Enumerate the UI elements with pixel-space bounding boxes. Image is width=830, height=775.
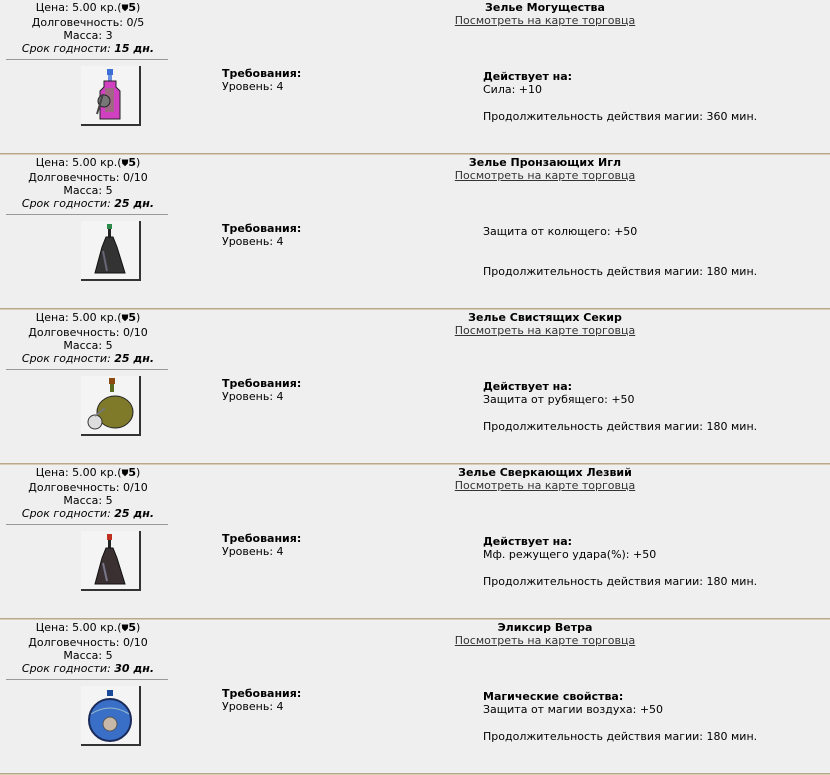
stats-divider (6, 524, 168, 525)
duration-line: Продолжительность действия магии: 180 мин. (483, 730, 758, 743)
stats-divider (6, 59, 168, 60)
expiry-line: Срок годности: 30 дн. (21, 662, 155, 675)
view-on-map-link[interactable]: Посмотреть на карте торговца (454, 169, 636, 182)
item-image[interactable] (81, 531, 141, 591)
item-title-block (440, 1, 650, 27)
effect-line: Защита от магии воздуха: +50 (483, 703, 664, 716)
item-image[interactable] (81, 376, 141, 436)
requirements-header: Требования: (222, 222, 302, 235)
effects-header: Действует на: (483, 70, 573, 83)
expiry-line: Срок годности: 25 дн. (21, 197, 155, 210)
durability-line: Долговечность: 0/5 (31, 16, 145, 29)
stats-divider (6, 369, 168, 370)
requirements-header: Требования: (222, 687, 302, 700)
item-effects (483, 690, 663, 716)
price-line: Цена: 5.00 кр.(⛊5) (35, 621, 141, 634)
item-effects (483, 70, 572, 96)
effects-header: Действует на: (483, 380, 573, 393)
requirements (222, 687, 301, 713)
dark-flask-icon (81, 221, 139, 279)
durability-line: Долговечность: 0/10 (28, 481, 148, 494)
price-line: Цена: 5.00 кр.(⛊5) (35, 156, 141, 169)
level-line: Уровень: 4 (222, 80, 284, 93)
duration-line: Продолжительность действия магии: 180 мин. (483, 420, 758, 433)
stats-divider (6, 214, 168, 215)
view-on-map-link[interactable]: Посмотреть на карте торговца (454, 324, 636, 337)
expiry-line: Срок годности: 25 дн. (21, 507, 155, 520)
shield-icon: ⛊ (121, 159, 129, 169)
shield-icon: ⛊ (121, 469, 129, 479)
item-effects (483, 535, 656, 561)
effect-line: Защита от рубящего: +50 (483, 393, 635, 406)
item-title-block (440, 466, 650, 492)
requirements (222, 377, 301, 403)
shield-icon: ⛊ (121, 624, 129, 634)
effects-header: Магические свойства: (483, 690, 624, 703)
expiry-line: Срок годности: 25 дн. (21, 352, 155, 365)
item-stats (6, 156, 170, 210)
price-line: Цена: 5.00 кр.(⛊5) (35, 311, 141, 324)
level-line: Уровень: 4 (222, 545, 284, 558)
duration-line: Продолжительность действия магии: 180 мин. (483, 575, 758, 588)
olive-jug-icon (81, 376, 139, 434)
shop-item (0, 620, 830, 773)
item-name: Зелье Сверкающих Лезвий (458, 466, 632, 479)
durability-line: Долговечность: 0/10 (28, 636, 148, 649)
item-stats (6, 621, 170, 675)
level-line: Уровень: 4 (222, 700, 284, 713)
pink-potion-icon (81, 66, 139, 124)
mass-line: Масса: 5 (63, 649, 113, 662)
item-effects (483, 380, 635, 406)
item-title-block (440, 621, 650, 647)
item-name: Зелье Пронзающих Игл (468, 156, 622, 169)
dark-red-flask-icon (81, 531, 139, 589)
price-line: Цена: 5.00 кр.(⛊5) (35, 1, 141, 14)
requirements-header: Требования: (222, 67, 302, 80)
item-stats (6, 466, 170, 520)
price-line: Цена: 5.00 кр.(⛊5) (35, 466, 141, 479)
shield-icon: ⛊ (121, 4, 129, 14)
mass-line: Масса: 5 (63, 184, 113, 197)
requirements (222, 222, 301, 248)
expiry-line: Срок годности: 15 дн. (21, 42, 155, 55)
requirements (222, 532, 301, 558)
effect-line: Сила: +10 (483, 83, 543, 96)
stats-divider (6, 679, 168, 680)
item-image[interactable] (81, 66, 141, 126)
item-image[interactable] (81, 686, 141, 746)
durability-line: Долговечность: 0/10 (28, 326, 148, 339)
shop-item (0, 0, 830, 153)
shop-item (0, 310, 830, 463)
item-name: Эликсир Ветра (497, 621, 593, 634)
requirements (222, 67, 301, 93)
item-name: Зелье Свистящих Секир (468, 311, 622, 324)
mass-line: Масса: 5 (63, 494, 113, 507)
requirements-header: Требования: (222, 532, 302, 545)
duration-line: Продолжительность действия магии: 180 мин. (483, 265, 758, 278)
requirements-header: Требования: (222, 377, 302, 390)
shop-item (0, 155, 830, 308)
view-on-map-link[interactable]: Посмотреть на карте торговца (454, 479, 636, 492)
mass-line: Масса: 5 (63, 339, 113, 352)
item-title-block (440, 156, 650, 182)
item-stats (6, 1, 170, 55)
shield-icon: ⛊ (121, 314, 129, 324)
level-line: Уровень: 4 (222, 235, 284, 248)
item-effects (483, 225, 637, 238)
item-title-block (440, 311, 650, 337)
level-line: Уровень: 4 (222, 390, 284, 403)
item-name: Зелье Могущества (485, 1, 605, 14)
mass-line: Масса: 3 (63, 29, 113, 42)
blue-orb-flask-icon (81, 686, 139, 744)
shop-item (0, 465, 830, 618)
durability-line: Долговечность: 0/10 (28, 171, 148, 184)
view-on-map-link[interactable]: Посмотреть на карте торговца (454, 634, 636, 647)
effects-header: Действует на: (483, 535, 573, 548)
effect-line: Мф. режущего удара(%): +50 (483, 548, 657, 561)
duration-line: Продолжительность действия магии: 360 мин. (483, 110, 758, 123)
item-stats (6, 311, 170, 365)
item-image[interactable] (81, 221, 141, 281)
view-on-map-link[interactable]: Посмотреть на карте торговца (454, 14, 636, 27)
effect-line: Защита от колющего: +50 (483, 225, 638, 238)
